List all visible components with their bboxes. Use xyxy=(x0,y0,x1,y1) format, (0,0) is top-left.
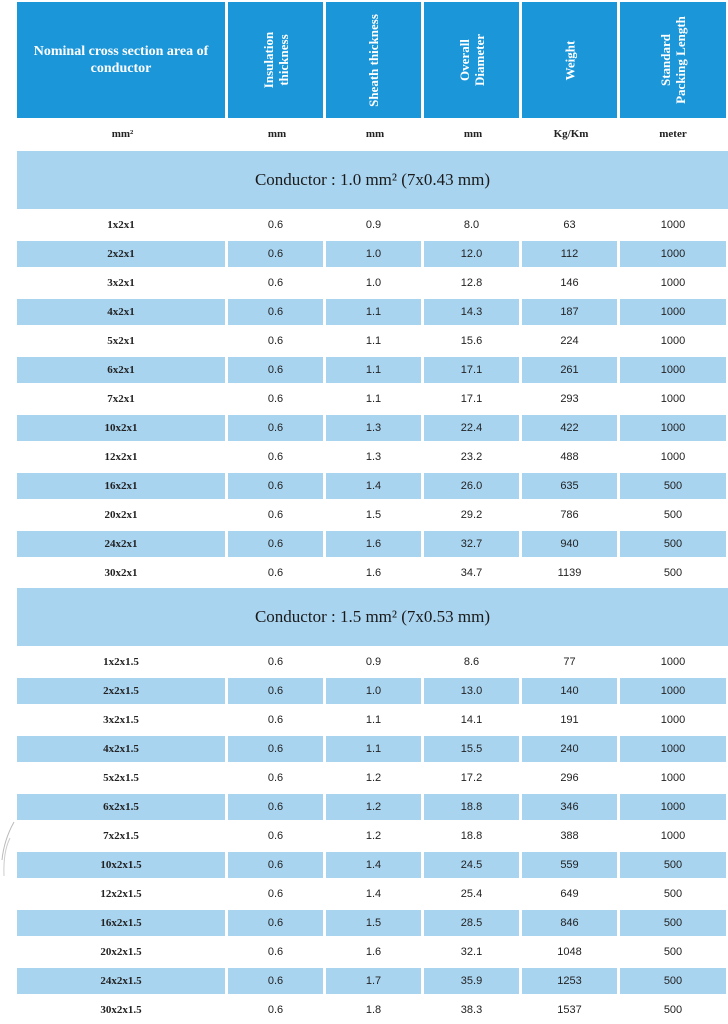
table-cell: 1.6 xyxy=(326,560,424,586)
table-cell: 1.1 xyxy=(326,299,424,325)
table-row xyxy=(17,792,728,821)
table-cell: 0.6 xyxy=(228,678,326,704)
table-row xyxy=(17,239,728,268)
table-cell: 240 xyxy=(522,736,620,762)
table-cell: 0.6 xyxy=(228,415,326,441)
table-cell: 0.9 xyxy=(326,649,424,675)
table-cell: 1.2 xyxy=(326,794,424,820)
row-label: 16x2x1.5 xyxy=(17,910,228,936)
table-cell: 0.6 xyxy=(228,531,326,557)
table-cell: 1.2 xyxy=(326,823,424,849)
row-label: 12x2x1.5 xyxy=(17,881,228,907)
row-label: 30x2x1.5 xyxy=(17,997,228,1023)
table-cell: 1000 xyxy=(620,357,726,383)
table-cell: 0.9 xyxy=(326,212,424,238)
row-label: 10x2x1 xyxy=(17,415,228,441)
table-cell: 1000 xyxy=(620,678,726,704)
table-row xyxy=(17,326,728,355)
unit-cell: mm xyxy=(267,128,287,140)
row-label: 5x2x1 xyxy=(17,328,228,354)
table-cell: 635 xyxy=(522,473,620,499)
header-sheath: Sheath thickness xyxy=(326,2,424,118)
table-cell: 1.0 xyxy=(326,270,424,296)
table-cell: 1000 xyxy=(660,771,686,784)
table-cell: 1139 xyxy=(522,560,620,586)
row-label: 20x2x1.5 xyxy=(17,939,228,965)
table-cell: 1.8 xyxy=(326,997,424,1023)
table-cell: 29.2 xyxy=(424,502,522,528)
table-cell: 649 xyxy=(522,881,620,907)
decorative-curve-lines xyxy=(0,820,16,880)
table-cell: 1.0 xyxy=(326,241,424,267)
table-cell: 17.1 xyxy=(424,386,522,412)
table-row xyxy=(17,500,728,529)
table-row xyxy=(17,995,728,1024)
table-cell: 1000 xyxy=(620,736,726,762)
row-label: 10x2x1.5 xyxy=(17,852,228,878)
section-title: Conductor : 1.5 mm² (7x0.53 mm) xyxy=(17,588,728,646)
table-cell: 22.4 xyxy=(424,415,522,441)
table-row xyxy=(17,734,728,763)
table-cell: 500 xyxy=(663,1003,683,1016)
table-row xyxy=(17,705,728,734)
table-cell: 0.6 xyxy=(228,707,326,733)
table-cell: 0.6 xyxy=(228,299,326,325)
table-cell: 0.6 xyxy=(228,560,326,586)
table-row xyxy=(17,268,728,297)
table-cell: 293 xyxy=(522,386,620,412)
table-row xyxy=(17,442,728,471)
cable-spec-table xyxy=(17,2,728,1024)
table-cell: 0.6 xyxy=(228,270,326,296)
row-label: 30x2x1 xyxy=(17,560,228,586)
table-cell: 1.1 xyxy=(326,386,424,412)
table-cell: 38.3 xyxy=(424,997,522,1023)
table-cell: 500 xyxy=(663,508,683,521)
table-cell: 346 xyxy=(522,794,620,820)
table-cell: 1.4 xyxy=(326,473,424,499)
table-cell: 1000 xyxy=(660,392,686,405)
row-label: 16x2x1 xyxy=(17,473,228,499)
table-cell: 23.2 xyxy=(424,444,522,470)
table-cell: 32.1 xyxy=(424,939,522,965)
table-row xyxy=(17,471,728,500)
table-cell: 0.6 xyxy=(228,823,326,849)
header-cross-section: Nominal cross section area of conductor xyxy=(17,2,228,118)
table-cell: 1048 xyxy=(522,939,620,965)
table-cell: 0.6 xyxy=(228,939,326,965)
table-cell: 14.3 xyxy=(424,299,522,325)
table-cell: 8.0 xyxy=(424,212,522,238)
table-cell: 24.5 xyxy=(424,852,522,878)
table-row xyxy=(17,966,728,995)
row-label: 2x2x1 xyxy=(17,241,228,267)
table-cell: 146 xyxy=(522,270,620,296)
table-cell: 18.8 xyxy=(424,823,522,849)
table-cell: 500 xyxy=(620,968,726,994)
table-cell: 77 xyxy=(522,649,620,675)
table-cell: 1000 xyxy=(660,655,686,668)
row-label: 6x2x1.5 xyxy=(17,794,228,820)
table-cell: 559 xyxy=(522,852,620,878)
table-cell: 786 xyxy=(522,502,620,528)
table-row xyxy=(17,529,728,558)
table-cell: 1.3 xyxy=(326,415,424,441)
row-label: 3x2x1 xyxy=(17,270,228,296)
table-cell: 1.5 xyxy=(326,910,424,936)
table-cell: 0.6 xyxy=(228,357,326,383)
table-cell: 187 xyxy=(522,299,620,325)
unit-cell: mm xyxy=(463,128,483,140)
table-row xyxy=(17,879,728,908)
units-row xyxy=(17,118,728,150)
table-cell: 17.2 xyxy=(424,765,522,791)
table-row xyxy=(17,763,728,792)
table-cell: 15.6 xyxy=(424,328,522,354)
table-cell: 1000 xyxy=(620,415,726,441)
table-cell: 14.1 xyxy=(424,707,522,733)
table-cell: 1000 xyxy=(620,299,726,325)
table-cell: 488 xyxy=(522,444,620,470)
table-cell: 0.6 xyxy=(228,386,326,412)
table-cell: 500 xyxy=(620,910,726,936)
table-cell: 1253 xyxy=(522,968,620,994)
table-cell: 0.6 xyxy=(228,881,326,907)
unit-cell: Kg/Km xyxy=(553,128,589,140)
row-label: 24x2x1 xyxy=(17,531,228,557)
table-cell: 13.0 xyxy=(424,678,522,704)
table-cell: 1.3 xyxy=(326,444,424,470)
table-cell: 0.6 xyxy=(228,649,326,675)
table-cell: 1.1 xyxy=(326,736,424,762)
section-title: Conductor : 1.0 mm² (7x0.43 mm) xyxy=(17,151,728,209)
table-cell: 1000 xyxy=(660,450,686,463)
row-label: 4x2x1 xyxy=(17,299,228,325)
row-label: 6x2x1 xyxy=(17,357,228,383)
table-cell: 0.6 xyxy=(228,473,326,499)
row-label: 1x2x1.5 xyxy=(17,649,228,675)
unit-cell: mm² xyxy=(111,128,134,140)
table-cell: 500 xyxy=(663,887,683,900)
row-label: 7x2x1.5 xyxy=(17,823,228,849)
table-cell: 1000 xyxy=(620,241,726,267)
table-cell: 1000 xyxy=(660,334,686,347)
table-cell: 0.6 xyxy=(228,794,326,820)
table-row xyxy=(17,676,728,705)
header-insulation: Insulation thickness xyxy=(228,2,326,118)
table-cell: 500 xyxy=(620,852,726,878)
row-label: 1x2x1 xyxy=(17,212,228,238)
table-row xyxy=(17,647,728,676)
table-row xyxy=(17,937,728,966)
table-cell: 500 xyxy=(663,566,683,579)
table-cell: 1.4 xyxy=(326,881,424,907)
table-cell: 35.9 xyxy=(424,968,522,994)
row-label: 12x2x1 xyxy=(17,444,228,470)
table-cell: 1.4 xyxy=(326,852,424,878)
row-label: 2x2x1.5 xyxy=(17,678,228,704)
table-cell: 8.6 xyxy=(424,649,522,675)
row-label: 5x2x1.5 xyxy=(17,765,228,791)
table-cell: 1.1 xyxy=(326,707,424,733)
table-cell: 112 xyxy=(522,241,620,267)
table-cell: 34.7 xyxy=(424,560,522,586)
table-cell: 422 xyxy=(522,415,620,441)
table-cell: 1.7 xyxy=(326,968,424,994)
table-cell: 15.5 xyxy=(424,736,522,762)
table-cell: 0.6 xyxy=(228,736,326,762)
row-label: 3x2x1.5 xyxy=(17,707,228,733)
table-cell: 1000 xyxy=(660,713,686,726)
table-cell: 25.4 xyxy=(424,881,522,907)
table-cell: 500 xyxy=(620,473,726,499)
table-cell: 0.6 xyxy=(228,241,326,267)
table-cell: 0.6 xyxy=(228,968,326,994)
table-cell: 261 xyxy=(522,357,620,383)
table-cell: 1000 xyxy=(660,218,686,231)
row-label: 7x2x1 xyxy=(17,386,228,412)
table-cell: 1000 xyxy=(620,794,726,820)
table-cell: 17.1 xyxy=(424,357,522,383)
row-label: 24x2x1.5 xyxy=(17,968,228,994)
table-row xyxy=(17,413,728,442)
table-cell: 12.8 xyxy=(424,270,522,296)
table-cell: 12.0 xyxy=(424,241,522,267)
table-row xyxy=(17,355,728,384)
table-body xyxy=(17,151,728,1024)
header-packing-length: Standard Packing Length xyxy=(620,2,726,118)
table-cell: 0.6 xyxy=(228,852,326,878)
table-cell: 1.2 xyxy=(326,765,424,791)
unit-cell: mm xyxy=(365,128,385,140)
table-cell: 0.6 xyxy=(228,502,326,528)
table-cell: 0.6 xyxy=(228,997,326,1023)
table-cell: 1.0 xyxy=(326,678,424,704)
table-cell: 500 xyxy=(663,945,683,958)
row-label: 20x2x1 xyxy=(17,502,228,528)
table-cell: 0.6 xyxy=(228,212,326,238)
table-row xyxy=(17,210,728,239)
table-cell: 0.6 xyxy=(228,765,326,791)
row-label: 4x2x1.5 xyxy=(17,736,228,762)
header-diameter: Overall Diameter xyxy=(424,2,522,118)
table-cell: 940 xyxy=(522,531,620,557)
table-cell: 28.5 xyxy=(424,910,522,936)
table-cell: 26.0 xyxy=(424,473,522,499)
table-cell: 0.6 xyxy=(228,910,326,936)
table-cell: 63 xyxy=(522,212,620,238)
table-cell: 846 xyxy=(522,910,620,936)
table-row xyxy=(17,850,728,879)
table-cell: 1.6 xyxy=(326,531,424,557)
table-cell: 140 xyxy=(522,678,620,704)
table-cell: 1537 xyxy=(522,997,620,1023)
table-cell: 1000 xyxy=(660,829,686,842)
table-cell: 1.6 xyxy=(326,939,424,965)
table-cell: 18.8 xyxy=(424,794,522,820)
table-row xyxy=(17,908,728,937)
table-cell: 388 xyxy=(522,823,620,849)
table-header-row xyxy=(17,2,728,118)
table-row xyxy=(17,821,728,850)
table-row xyxy=(17,384,728,413)
unit-cell: meter xyxy=(659,128,687,140)
table-cell: 1000 xyxy=(660,276,686,289)
table-cell: 1.1 xyxy=(326,328,424,354)
table-cell: 224 xyxy=(522,328,620,354)
table-cell: 0.6 xyxy=(228,444,326,470)
table-cell: 1.5 xyxy=(326,502,424,528)
table-cell: 191 xyxy=(522,707,620,733)
table-row xyxy=(17,558,728,587)
table-cell: 500 xyxy=(620,531,726,557)
table-cell: 32.7 xyxy=(424,531,522,557)
table-cell: 1.1 xyxy=(326,357,424,383)
table-row xyxy=(17,297,728,326)
header-weight: Weight xyxy=(522,2,620,118)
table-cell: 296 xyxy=(522,765,620,791)
table-cell: 0.6 xyxy=(228,328,326,354)
